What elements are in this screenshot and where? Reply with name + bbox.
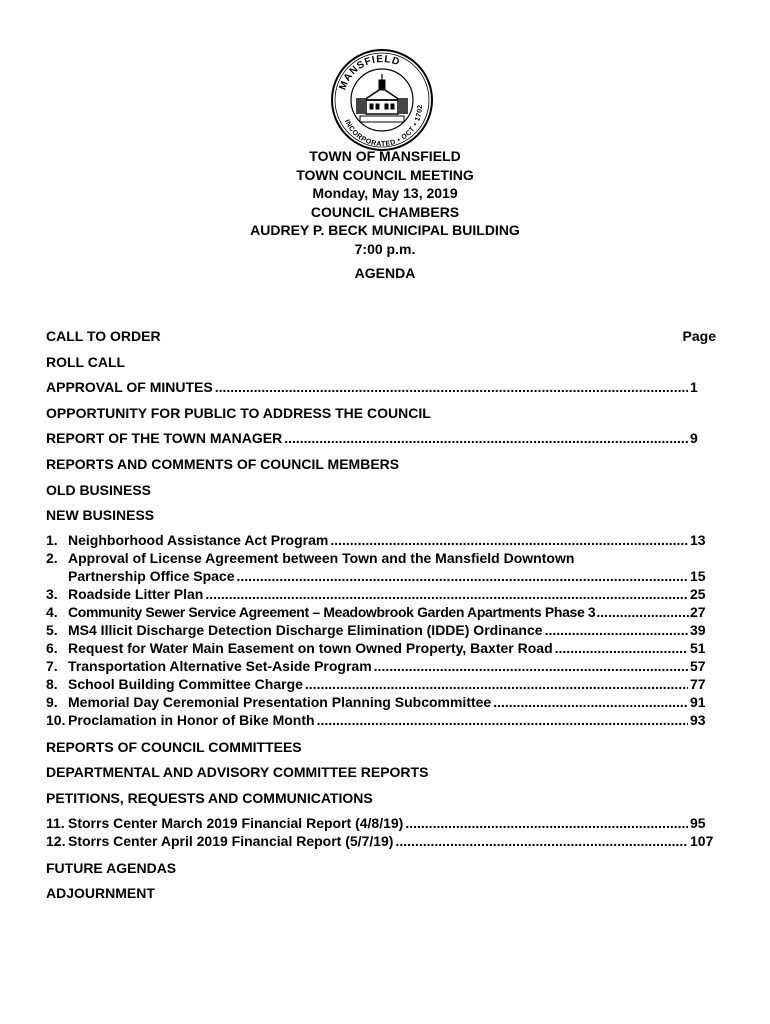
- section-town-manager: REPORT OF THE TOWN MANAGER ..... 9: [46, 428, 716, 454]
- list-item: 3. Roadside Litter Plan ..... 25: [46, 585, 716, 603]
- list-item: 4. Community Sewer Service Agreement – Meadowbrook Garden Apartments Phase 3 ..... 27: [46, 603, 716, 621]
- list-item: 9. Memorial Day Ceremonial Presentation Planning Subcommittee ..... 91: [46, 693, 716, 711]
- meeting-time: 7:00 p.m.: [354, 240, 416, 257]
- town-seal-logo: [330, 48, 434, 152]
- seal-top-text: MANSFIELD: [337, 53, 402, 92]
- list-item-continuation: Partnership Office Space ..... 15: [46, 567, 716, 585]
- list-item: 2. Approval of License Agreement between Town and the Mansfield Downtown: [46, 549, 575, 566]
- list-item: 6. Request for Water Main Easement on town Owned Property, Baxter Road ..... 51: [46, 639, 716, 657]
- section-departmental-reports: DEPARTMENTAL AND ADVISORY COMMITTEE REPORTS: [46, 764, 429, 781]
- list-item: 1. Neighborhood Assistance Act Program ..... 13: [46, 531, 716, 549]
- meeting-date: Monday, May 13, 2019: [312, 185, 458, 201]
- section-new-business: NEW BUSINESS: [46, 507, 155, 524]
- svg-text:MANSFIELD: [337, 54, 401, 92]
- section-public-address: OPPORTUNITY FOR PUBLIC TO ADDRESS THE COUNCIL: [46, 404, 431, 421]
- petition-items: [46, 814, 716, 850]
- section-council-reports: REPORTS AND COMMENTS OF COUNCIL MEMBERS: [46, 455, 400, 472]
- section-approval-minutes: APPROVAL OF MINUTES ..... 1: [46, 377, 716, 403]
- town-name: TOWN OF MANSFIELD: [309, 148, 461, 164]
- section-adjournment: ADJOURNMENT: [46, 885, 155, 902]
- section-call-to-order: CALL TO ORDER Page: [46, 326, 716, 352]
- agenda-title: AGENDA: [354, 265, 416, 281]
- meeting-header: [0, 147, 770, 258]
- meeting-location: COUNCIL CHAMBERS: [310, 203, 460, 220]
- agenda-list: [46, 326, 716, 909]
- new-business-items: [46, 531, 716, 729]
- section-petitions: PETITIONS, REQUESTS AND COMMUNICATIONS: [46, 789, 373, 806]
- list-item: 7. Transportation Alternative Set-Aside Program ..... 57: [46, 657, 716, 675]
- page-column-label: Page: [682, 328, 716, 344]
- section-future-agendas: FUTURE AGENDAS: [46, 859, 177, 876]
- list-item: 11. Storrs Center March 2019 Financial Report (4/8/19) ..... 95: [46, 814, 716, 832]
- seal-bottom-text: INCORPORATED • OCT • 1702: [342, 104, 425, 149]
- list-item: 10. Proclamation in Honor of Bike Month ..... 93: [46, 711, 716, 729]
- list-item: 12. Storrs Center April 2019 Financial Report (5/7/19) ..... 107: [46, 832, 716, 850]
- section-old-business: OLD BUSINESS: [46, 481, 152, 498]
- section-committee-reports: REPORTS OF COUNCIL COMMITTEES: [46, 738, 302, 755]
- list-item: 8. School Building Committee Charge ..... 77: [46, 675, 716, 693]
- list-item: 5. MS4 Illicit Discharge Detection Discharge Elimination (IDDE) Ordinance ..... 39: [46, 621, 716, 639]
- section-roll-call: ROLL CALL: [46, 353, 126, 370]
- meeting-building: AUDREY P. BECK MUNICIPAL BUILDING: [250, 222, 520, 238]
- meeting-type: TOWN COUNCIL MEETING: [296, 166, 474, 183]
